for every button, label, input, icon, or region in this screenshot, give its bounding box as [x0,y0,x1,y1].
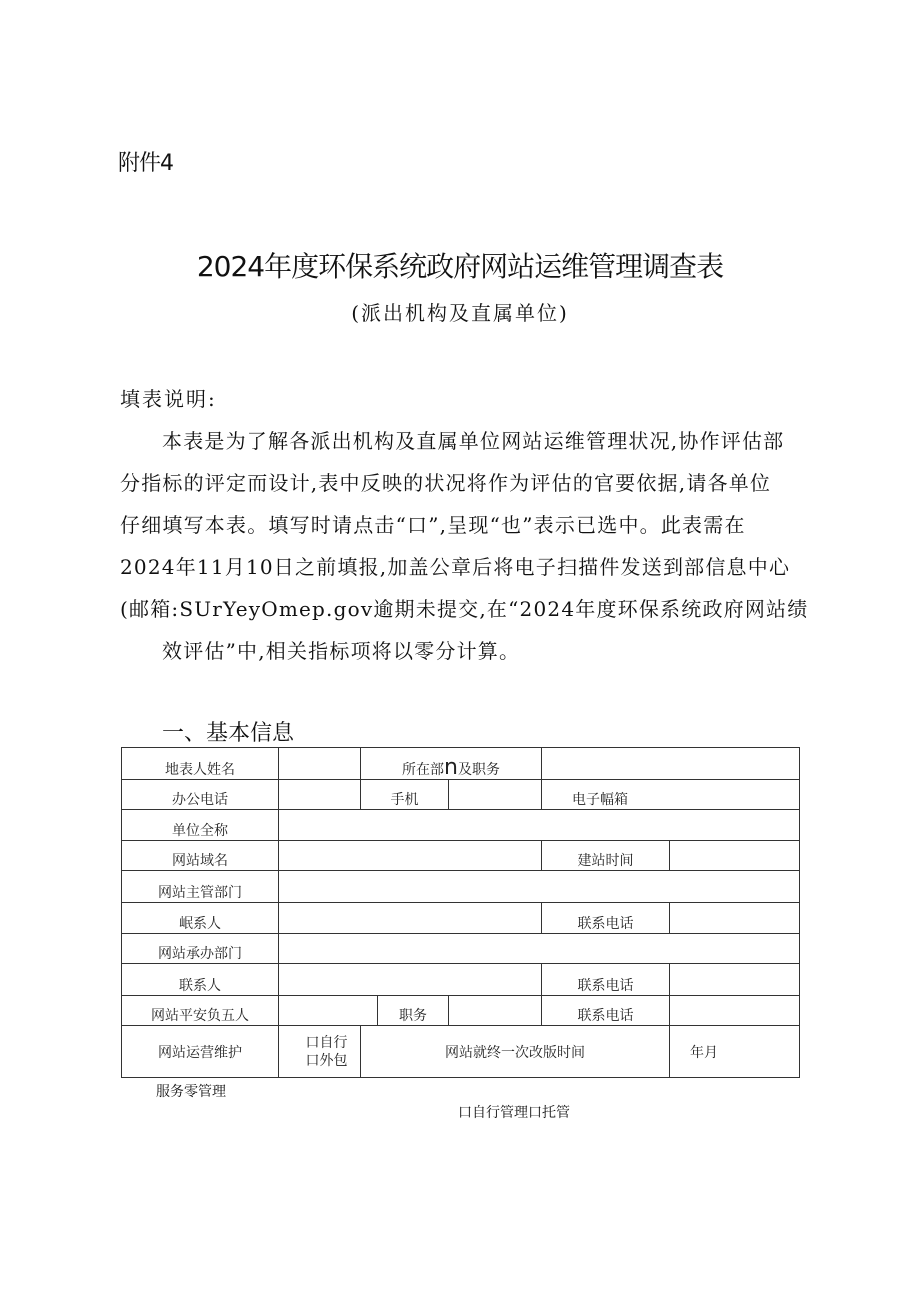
label-mobile: 手机 [361,780,449,810]
input-contact-phone-1[interactable] [670,903,800,934]
instructions-line: 2024年11月10日之前填报,加盖公章后将电子扫描件发送到部信息中心 [120,555,791,579]
maintenance-options [279,1026,361,1078]
instructions-line: 本表是为了解各派出机构及直属单位网站运维管理状况,协作评估部 [162,429,785,453]
service-management-label: 服务零管理 [156,1084,226,1100]
table-row [122,841,800,871]
label-dept-part3: 及职务 [457,762,500,778]
table-row [122,871,800,903]
table-row [122,996,800,1026]
table-row [122,964,800,996]
table-row [122,810,800,841]
label-supervisor-dept: 网站主管部门 [122,871,279,903]
table-row [122,1026,800,1078]
label-contact-phone-2: 联系电话 [542,964,670,996]
input-contact-2[interactable] [279,964,542,996]
input-contact-phone-2[interactable] [670,964,800,996]
input-build-time[interactable] [670,841,800,871]
table-row [122,748,800,780]
management-options[interactable]: 口自行管理口托管 [458,1105,570,1121]
instructions-line: 分指标的评定而设计,表中反映的状况将作为评估的官要依据,请各单位 [120,471,772,495]
basic-info-table [121,747,800,1078]
input-unit-name[interactable] [279,810,800,841]
input-contact-phone-3[interactable] [670,996,800,1026]
page-title: 2024年度环保系统政府网站运维管理调查表 [196,250,724,283]
label-contact-2: 联系人 [122,964,279,996]
input-domain[interactable] [279,841,542,871]
input-supervisor-dept[interactable] [279,871,800,903]
instructions-line: 效评估”中,相关指标项将以零分计算。 [162,639,521,663]
checkbox-outsource[interactable]: 口外包 [305,1052,348,1069]
table-row [122,780,800,810]
table-row [122,934,800,964]
input-filler-name[interactable] [279,748,361,780]
label-contact-phone-3: 联系电话 [542,996,670,1026]
label-email: 电子幅箱 [542,780,800,810]
label-last-revision: 网站就终一次改版时间 [361,1026,670,1078]
label-host-dept: 网站承办部门 [122,934,279,964]
label-office-phone: 办公电话 [122,780,279,810]
input-contact-1[interactable] [279,903,542,934]
instructions-paragraph [120,420,820,672]
label-operation-maintenance: 网站运营维护 [122,1026,279,1078]
label-domain: 网站域名 [122,841,279,871]
label-filler-name: 地表人姓名 [122,748,279,780]
input-host-dept[interactable] [279,934,800,964]
instructions-line: (邮箱:SUrYeyOmep.gov逾期未提交,在“2024年度环保系统政府网站绩 [120,597,809,621]
annex-label: 附件4 [118,151,173,176]
label-build-time: 建站时间 [542,841,670,871]
instructions-line: 仔细填写本表。填写时请点击“口”,呈现“也”表示已选中。此表需在 [120,513,746,537]
input-position[interactable] [449,996,542,1026]
input-department-position[interactable] [542,748,800,780]
label-position: 职务 [378,996,449,1026]
label-contact-1: 岷系人 [122,903,279,934]
label-year-month[interactable]: 年月 [670,1026,800,1078]
label-department-position [361,748,542,780]
label-contact-phone-1: 联系电话 [542,903,670,934]
instructions-heading: 填表说明: [120,387,217,411]
table-row [122,903,800,934]
label-dept-part2: n [444,755,458,780]
input-office-phone[interactable] [279,780,361,810]
label-security-officer: 网站平安负五人 [122,996,279,1026]
label-unit-name: 单位全称 [122,810,279,841]
label-dept-part1: 所在部 [402,762,445,778]
section-title: 一、基本信息 [162,721,295,746]
input-security-officer[interactable] [279,996,378,1026]
input-mobile[interactable] [449,780,542,810]
checkbox-self[interactable]: 口自行 [305,1034,348,1051]
page-subtitle: (派出机构及直属单位) [351,301,569,325]
